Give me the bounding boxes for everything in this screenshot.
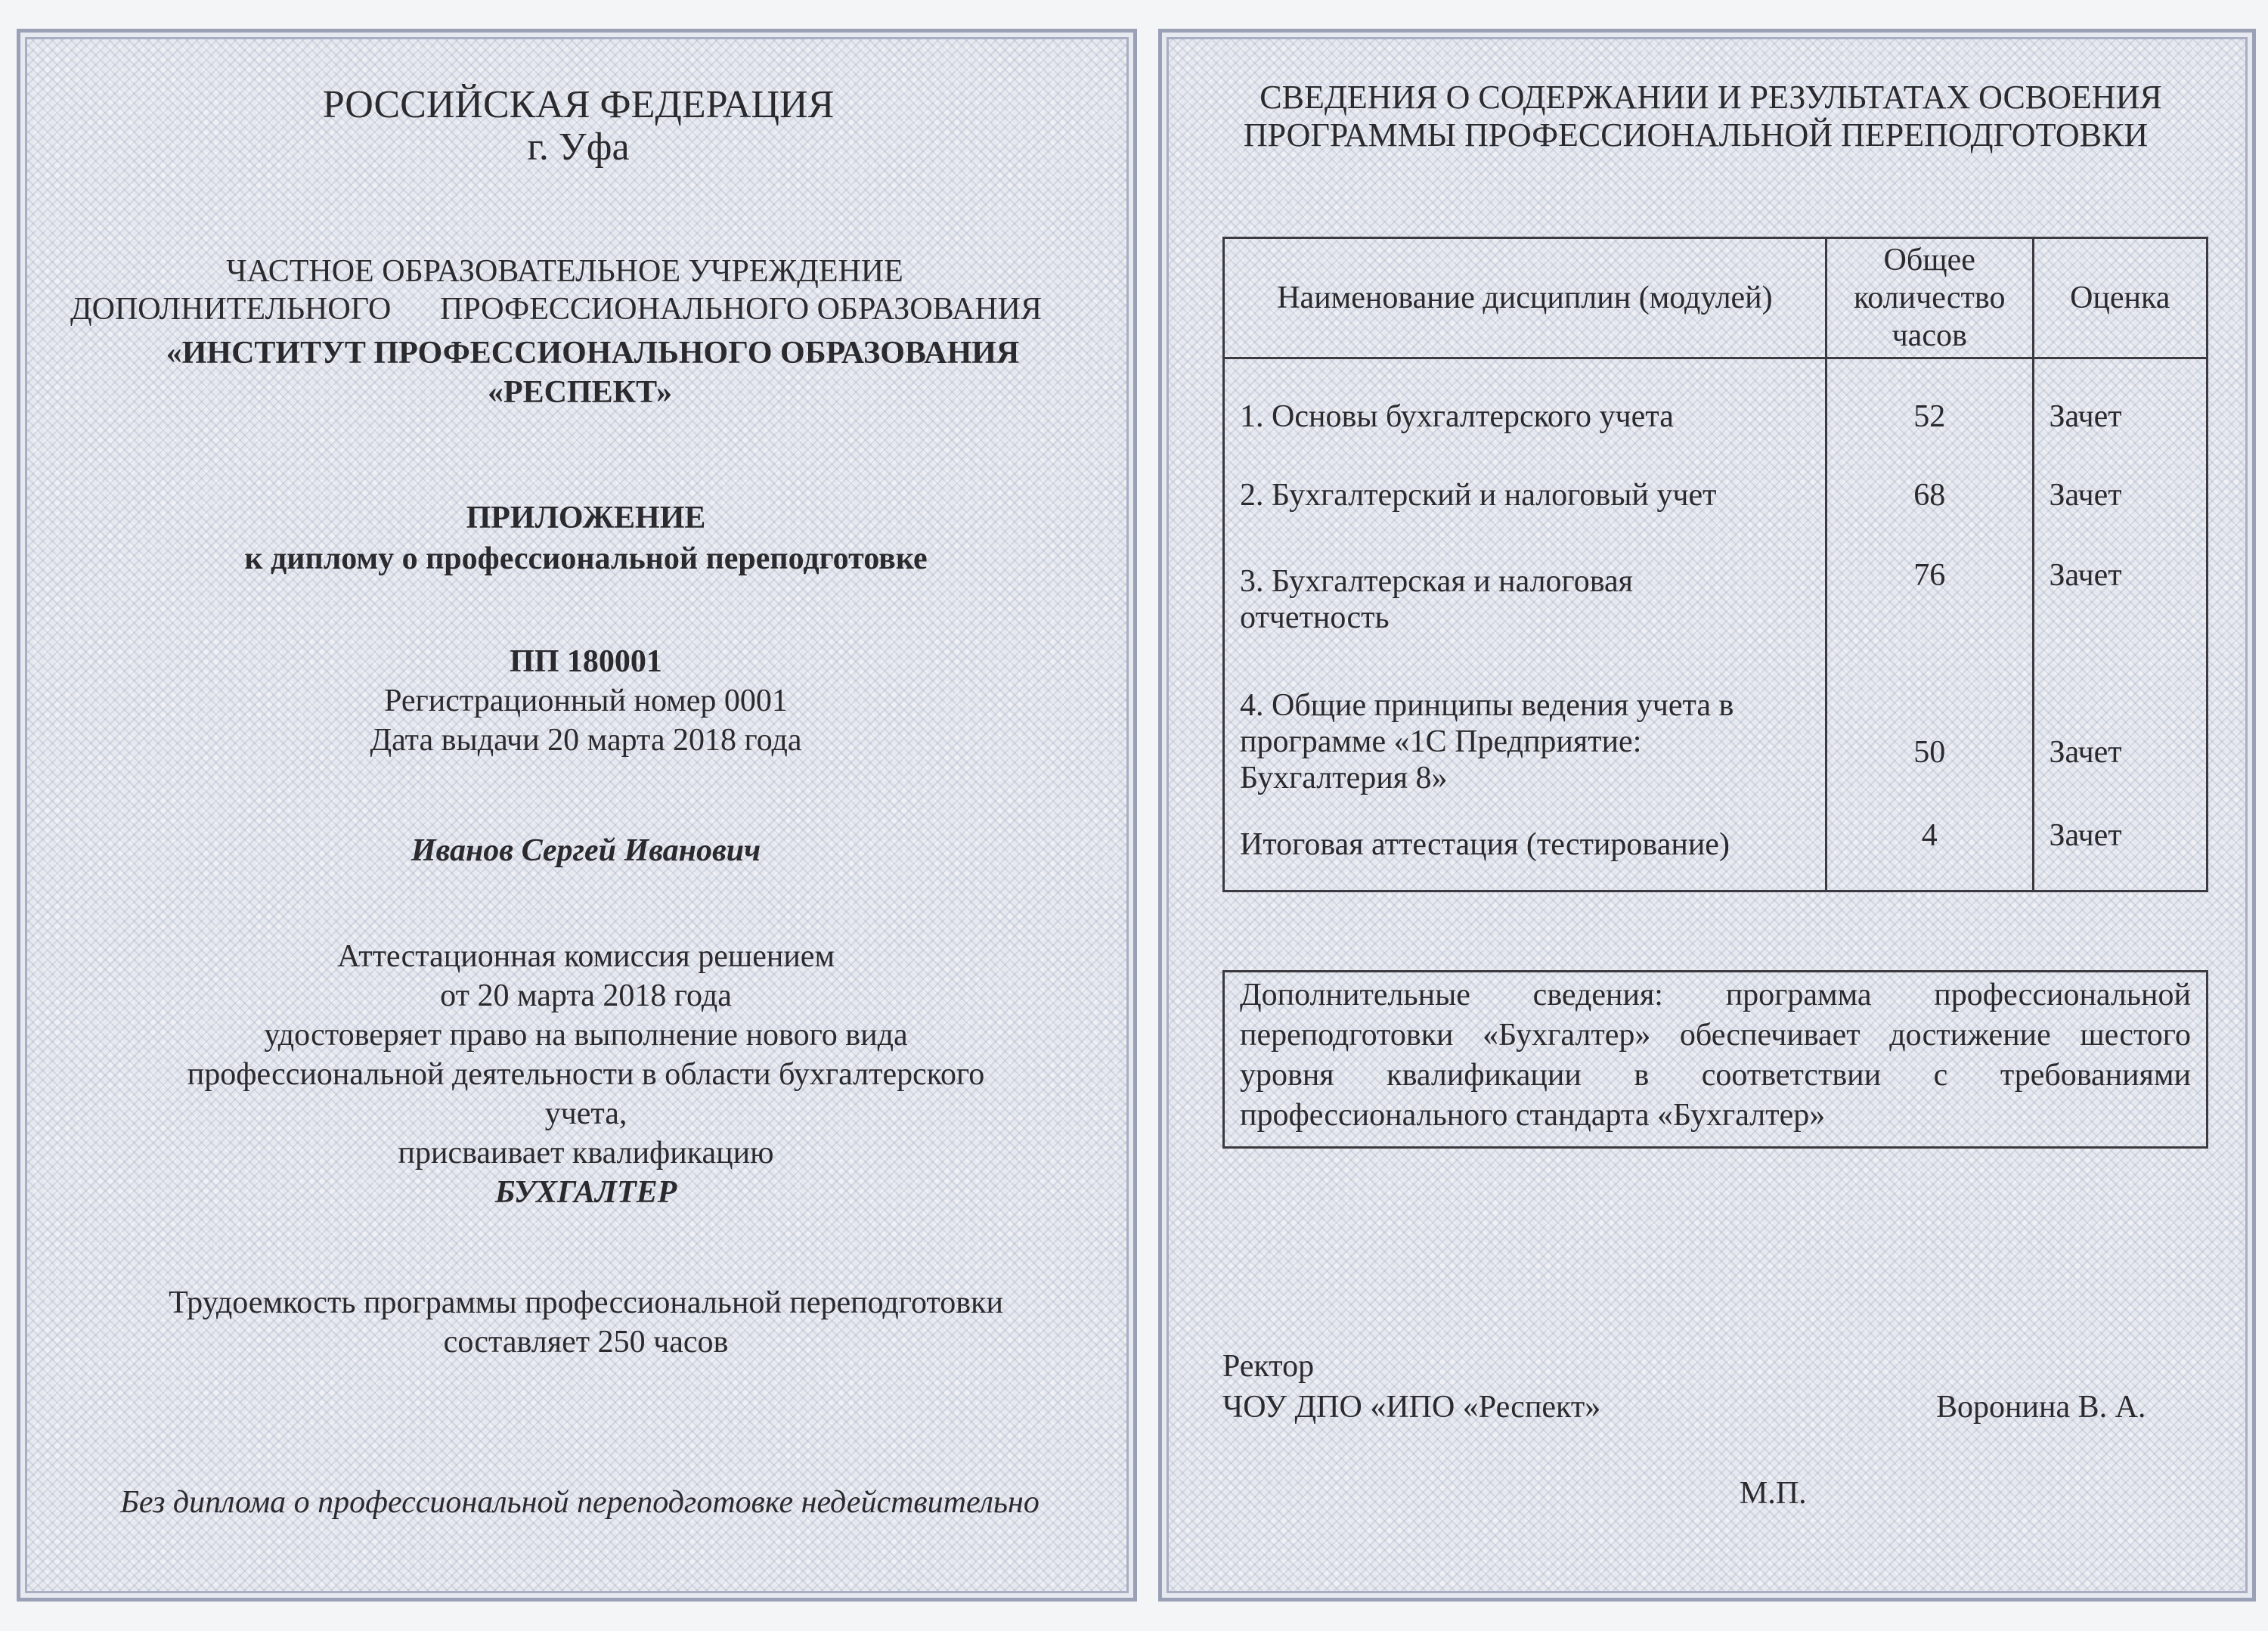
- row-5-name: Итоговая аттестация (тестирование): [1240, 827, 1730, 862]
- row-4-name-line-2: программе «1С Предприятие:: [1240, 724, 1642, 759]
- row-1-grade: Зачет: [2033, 358, 2207, 478]
- row-5-hours: 4: [1826, 817, 2033, 891]
- right-page: [1158, 29, 2256, 1602]
- qualification: БУХГАЛТЕР: [494, 1175, 677, 1210]
- table-row: [1224, 817, 2208, 891]
- row-4-name-line-1: 4. Общие принципы ведения учета в: [1240, 688, 1734, 723]
- row-4-name-line-3: Бухгалтерия 8»: [1240, 761, 1448, 795]
- col-header-hours-line-3: часов: [1892, 318, 1967, 353]
- disciplines-table: [1222, 237, 2208, 892]
- decision-line-2: от 20 марта 2018 года: [440, 978, 732, 1013]
- org-line-1: ЧАСТНОЕ ОБРАЗОВАТЕЛЬНОЕ УЧРЕЖДЕНИЕ: [226, 254, 903, 289]
- doc-subtitle: к диплому о профессиональной переподготовке: [244, 541, 928, 576]
- row-2-hours: 68: [1826, 477, 2033, 557]
- holder-name: Иванов Сергей Иванович: [411, 833, 761, 868]
- signer-org: ЧОУ ДПО «ИПО «Респект»: [1222, 1390, 1601, 1425]
- col-header-hours-line-2: количество: [1853, 281, 2006, 315]
- additional-info: Дополнительные сведения: программа профессиональной переподготовки «Бухгалтер» обеспечивает достижение шестого уровня квалификации в соответствии с требованиями профессионального стандарта «Бухгалтер»: [1222, 970, 2208, 1149]
- registration-number: Регистрационный номер 0001: [384, 684, 788, 718]
- country-title: РОССИЙСКАЯ ФЕДЕРАЦИЯ: [322, 83, 835, 126]
- row-2-grade: Зачет: [2033, 477, 2207, 557]
- issue-date: Дата выдачи 20 марта 2018 года: [370, 723, 802, 758]
- stamp-place: М.П.: [1740, 1476, 1807, 1511]
- col-header-grade: Оценка: [2033, 238, 2207, 358]
- row-4-grade: Зачет: [2033, 687, 2207, 817]
- col-header-name: Наименование дисциплин (модулей): [1224, 238, 1826, 358]
- table-header-row: [1224, 238, 2208, 358]
- row-4-hours: 50: [1826, 687, 2033, 817]
- table-row: [1224, 687, 2208, 817]
- table-row: [1224, 557, 2208, 687]
- row-3-name-line-1: 3. Бухгалтерская и налоговая: [1240, 564, 1633, 599]
- row-1-name: 1. Основы бухгалтерского учета: [1240, 399, 1674, 434]
- decision-line-5: учета,: [544, 1096, 627, 1131]
- decision-line-6: присваивает квалификацию: [398, 1136, 774, 1171]
- org-line-2b: ПРОФЕССИОНАЛЬНОГО ОБРАЗОВАНИЯ: [440, 292, 1043, 327]
- signer-name: Воронина В. А.: [1936, 1390, 2146, 1425]
- doc-title: ПРИЛОЖЕНИЕ: [466, 501, 706, 535]
- right-heading-1: СВЕДЕНИЯ О СОДЕРЖАНИИ И РЕЗУЛЬТАТАХ ОСВОЕНИЯ: [1259, 79, 2162, 116]
- left-page: [17, 29, 1137, 1602]
- decision-line-1: Аттестационная комиссия решением: [336, 939, 835, 974]
- table-row: [1224, 358, 2208, 478]
- table-row: [1224, 477, 2208, 557]
- row-1-hours: 52: [1826, 358, 2033, 478]
- right-heading-2: ПРОГРАММЫ ПРОФЕССИОНАЛЬНОЙ ПЕРЕПОДГОТОВКИ: [1243, 116, 2149, 153]
- col-header-hours: [1826, 238, 2033, 358]
- org-line-2a: ДОПОЛНИТЕЛЬНОГО: [70, 292, 392, 327]
- signer-title: Ректор: [1222, 1349, 1315, 1384]
- workload-line-1: Трудоемкость программы профессиональной переподготовки: [169, 1285, 1003, 1320]
- decision-line-4: профессиональной деятельности в области бухгалтерского: [187, 1057, 985, 1092]
- org-name-line-1: «ИНСТИТУТ ПРОФЕССИОНАЛЬНОГО ОБРАЗОВАНИЯ: [166, 336, 1020, 371]
- row-2-name: 2. Бухгалтерский и налоговый учет: [1240, 478, 1717, 513]
- footer-note: Без диплома о профессиональной переподготовке недействительно: [120, 1485, 1040, 1520]
- series-number: ПП 180001: [510, 644, 662, 679]
- decision-line-3: удостоверяет право на выполнение нового вида: [264, 1018, 908, 1053]
- row-5-grade: Зачет: [2033, 817, 2207, 891]
- org-name-line-2: «РЕСПЕКТ»: [487, 375, 673, 410]
- row-3-name-line-2: отчетность: [1240, 600, 1390, 635]
- workload-line-2: составляет 250 часов: [443, 1325, 729, 1360]
- col-header-hours-line-1: Общее: [1883, 243, 1975, 278]
- row-3-hours: 76: [1826, 557, 2033, 687]
- row-3-grade: Зачет: [2033, 557, 2207, 687]
- city: г. Уфа: [527, 126, 630, 169]
